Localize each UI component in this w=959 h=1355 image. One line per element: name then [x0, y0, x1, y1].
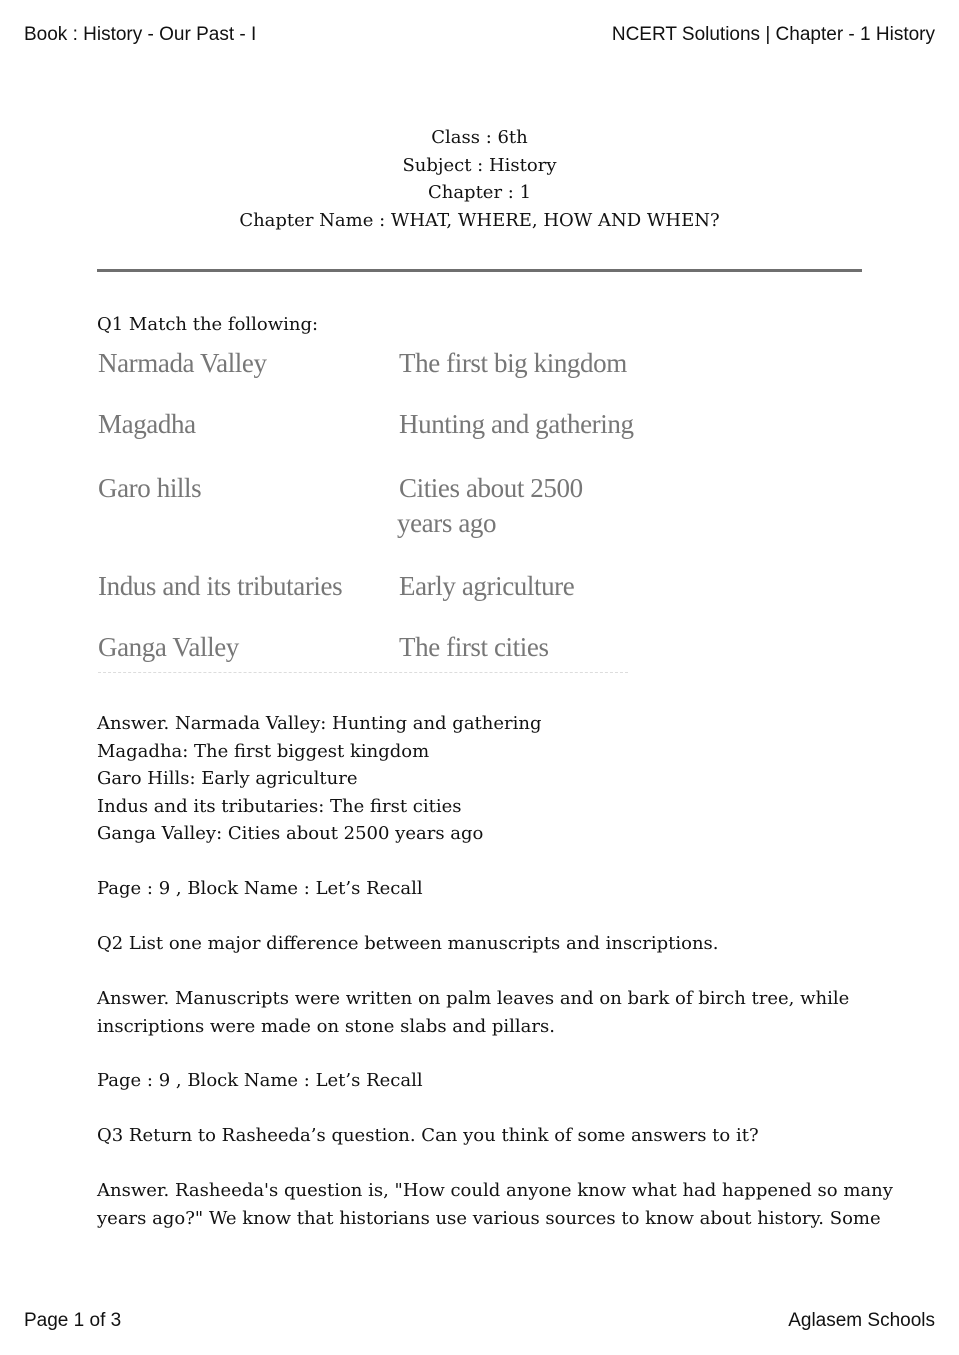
answer-line: years ago?" We know that historians use various sources to know about history. Some: [97, 1207, 881, 1229]
match-right-item: The first cities: [399, 632, 549, 662]
match-right-item: Early agriculture: [399, 571, 575, 601]
title-block: [0, 124, 959, 234]
match-left-item: Garo hills: [98, 473, 202, 503]
chapter-label: Chapter : 1: [427, 182, 532, 203]
q1-page-ref: Page : 9 , Block Name : Let’s Recall: [97, 878, 423, 899]
answer-line: Answer. Narmada Valley: Hunting and gathering: [97, 713, 542, 734]
match-left-item: Magadha: [98, 409, 196, 439]
q2-answer: [97, 985, 857, 1040]
q1-answer: [97, 710, 857, 848]
match-left-item: Ganga Valley: [98, 632, 239, 662]
match-right-item: Hunting and gathering: [399, 409, 634, 439]
answer-line: inscriptions were made on stone slabs and pillars.: [97, 1015, 555, 1037]
chapter-name-label: Chapter Name : WHAT, WHERE, HOW AND WHEN?: [239, 209, 720, 231]
table-bottom-dashes: [98, 672, 628, 673]
subject-label: Subject : History: [402, 154, 557, 176]
match-right-item: Cities about 2500: [399, 473, 583, 503]
class-label: Class : 6th: [431, 127, 528, 148]
q1-question: Q1 Match the following:: [97, 314, 319, 335]
answer-line: Garo Hills: Early agriculture: [97, 768, 358, 789]
match-right-item-continued: years ago: [397, 508, 497, 538]
page-number: Page 1 of 3: [24, 1310, 122, 1331]
answer-line: Answer. Manuscripts were written on palm leaves and on bark of birch tree, while: [97, 988, 850, 1009]
q3-question: Q3 Return to Rasheeda’s question. Can you think of some answers to it?: [97, 1125, 759, 1146]
q3-answer: [97, 1177, 893, 1232]
header-book-title: Book : History - Our Past - I: [24, 24, 257, 45]
header-chapter-title: NCERT Solutions | Chapter - 1 History: [611, 24, 935, 45]
answer-line: Ganga Valley: Cities about 2500 years ago: [97, 823, 484, 844]
match-left-item: Indus and its tributaries: [98, 571, 343, 601]
match-left-item: Narmada Valley: [98, 348, 267, 378]
q2-page-ref: Page : 9 , Block Name : Let’s Recall: [97, 1070, 423, 1091]
match-table-image: [98, 340, 638, 680]
q2-question: Q2 List one major difference between manuscripts and inscriptions.: [97, 933, 719, 954]
divider: [97, 269, 862, 272]
answer-line: Indus and its tributaries: The first cities: [97, 795, 462, 817]
match-right-item: The first big kingdom: [399, 348, 627, 378]
publisher-name: Aglasem Schools: [788, 1310, 935, 1331]
answer-line: Answer. Rasheeda's question is, "How could anyone know what had happened so many: [97, 1180, 893, 1201]
answer-line: Magadha: The first biggest kingdom: [97, 740, 430, 762]
